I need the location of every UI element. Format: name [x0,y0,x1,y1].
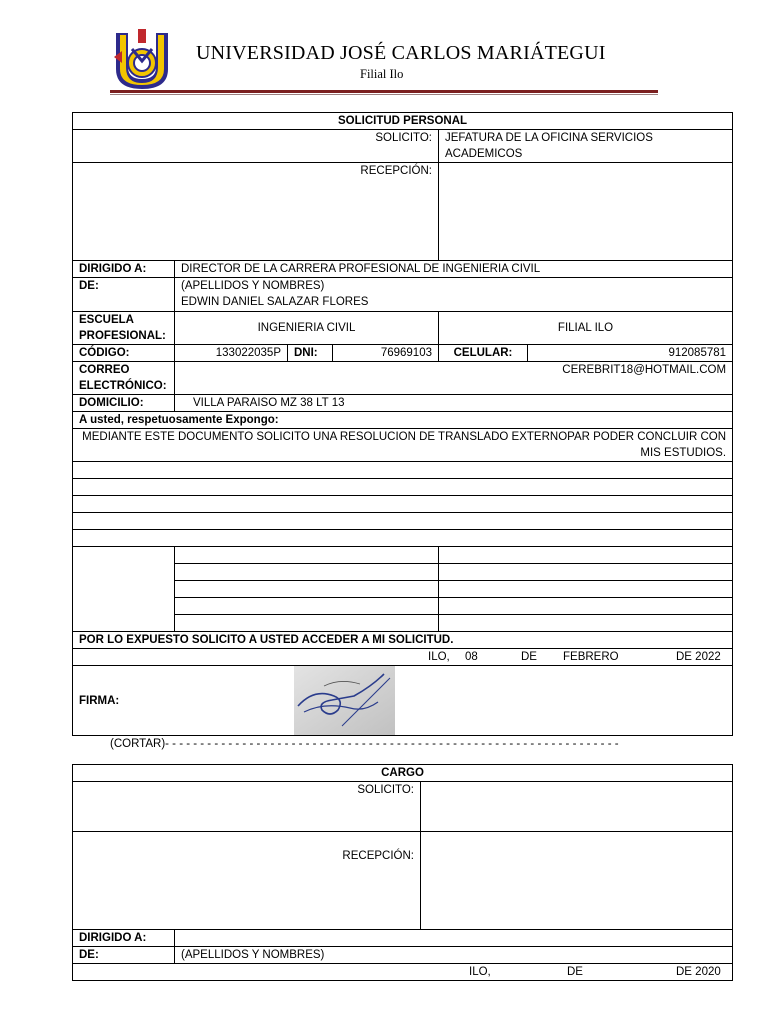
solicitud-form [72,112,733,736]
correo-field[interactable]: CEREBRIT18@HOTMAIL.COM [175,362,733,395]
attachment-cell[interactable] [175,598,439,615]
dni-label: DNI: [288,345,333,362]
domicilio-field[interactable]: VILLA PARAISO MZ 38 LT 13 [175,395,733,412]
escuela-label: ESCUELA PROFESIONAL: [73,312,175,345]
attachment-cell[interactable] [439,615,733,632]
date-month[interactable]: FEBRERO [563,651,619,663]
expongo-label: A usted, respetuosamente Expongo: [73,412,733,429]
domicilio-label: DOMICILIO: [73,395,175,412]
date-city: ILO, [428,651,450,663]
cargo-de-field[interactable]: (APELLIDOS Y NOMBRES) [175,947,733,964]
attachment-cell[interactable] [439,598,733,615]
solicito-field[interactable]: JEFATURA DE LA OFICINA SERVICIOS ACADEMICOS [439,130,733,163]
date-row [73,649,733,666]
form-title: SOLICITUD PERSONAL [73,113,733,130]
solicito-label: SOLICITO: [73,130,439,163]
cargo-title: CARGO [73,765,733,782]
date-de: DE [521,651,537,663]
recepcion-label: RECEPCIÓN: [73,163,439,261]
university-logo [112,27,172,91]
recepcion-field[interactable] [439,163,733,261]
cargo-dirigido-field[interactable] [175,930,733,947]
dirigido-field[interactable]: DIRECTOR DE LA CARRERA PROFESIONAL DE INGENIERIA CIVIL [175,261,733,278]
blank-line[interactable] [73,530,733,547]
date-day[interactable]: 08 [465,651,478,663]
attachment-cell[interactable] [439,547,733,564]
exposition-text[interactable]: MEDIANTE ESTE DOCUMENTO SOLICITO UNA RESOLUCION DE TRANSLADO EXTERNOPAR PODER CONCLUIR CON MIS ESTUDIOS. [73,429,733,462]
blank-line[interactable] [73,496,733,513]
attachments-side [73,547,175,632]
cargo-date-de: DE [567,966,583,978]
escuela-field[interactable]: INGENIERIA CIVIL [175,312,439,345]
attachment-cell[interactable] [175,564,439,581]
signature-image [294,666,395,735]
cargo-solicito-label: SOLICITO: [73,782,421,832]
de-hint: (APELLIDOS Y NOMBRES) [181,280,325,292]
cargo-date-city: ILO, [469,966,491,978]
attachment-cell[interactable] [439,564,733,581]
closing-text: POR LO EXPUESTO SOLICITO A USTED ACCEDER A MI SOLICITUD. [73,632,733,649]
attachment-cell[interactable] [175,547,439,564]
correo-label: CORREO ELECTRÓNICO: [73,362,175,395]
de-label: DE: [73,278,175,312]
campus-name: Filial Ilo [360,67,404,81]
celular-label: CELULAR: [439,345,528,362]
cargo-dirigido-label: DIRIGIDO A: [73,930,175,947]
university-name: UNIVERSIDAD JOSÉ CARLOS MARIÁTEGUI [196,42,606,64]
blank-line[interactable] [73,462,733,479]
cargo-recepcion-label: RECEPCIÓN: [73,832,421,930]
date-year: DE 2022 [676,651,721,663]
cargo-date-row [73,964,733,981]
firma-label: FIRMA: [79,694,120,707]
cargo-form [72,764,733,981]
filial-field[interactable]: FILIAL ILO [439,312,733,345]
blank-line[interactable] [73,479,733,496]
cargo-solicito-field[interactable] [421,782,733,832]
firma-row [73,666,733,736]
attachment-cell[interactable] [175,581,439,598]
dni-field[interactable]: 76969103 [333,345,439,362]
attachment-cell[interactable] [439,581,733,598]
cargo-date-year: DE 2020 [676,966,721,978]
dirigido-label: DIRIGIDO A: [73,261,175,278]
header-rule [110,90,658,93]
de-value: EDWIN DANIEL SALAZAR FLORES [181,296,369,308]
header-rule-thin [110,94,658,95]
cargo-de-label: DE: [73,947,175,964]
blank-line[interactable] [73,513,733,530]
attachment-cell[interactable] [175,615,439,632]
de-field[interactable] [175,278,733,312]
cargo-recepcion-field[interactable] [421,832,733,930]
codigo-field[interactable]: 133022035P [175,345,288,362]
codigo-label: CÓDIGO: [73,345,175,362]
celular-field[interactable]: 912085781 [528,345,733,362]
cut-line: (CORTAR)- - - - - - - - - - - - - - - - - - - - - - - - - - - - - - - - - - - - - - - - - - - - - - - - - - - - - - - - - - - - - - - - - [110,738,619,750]
